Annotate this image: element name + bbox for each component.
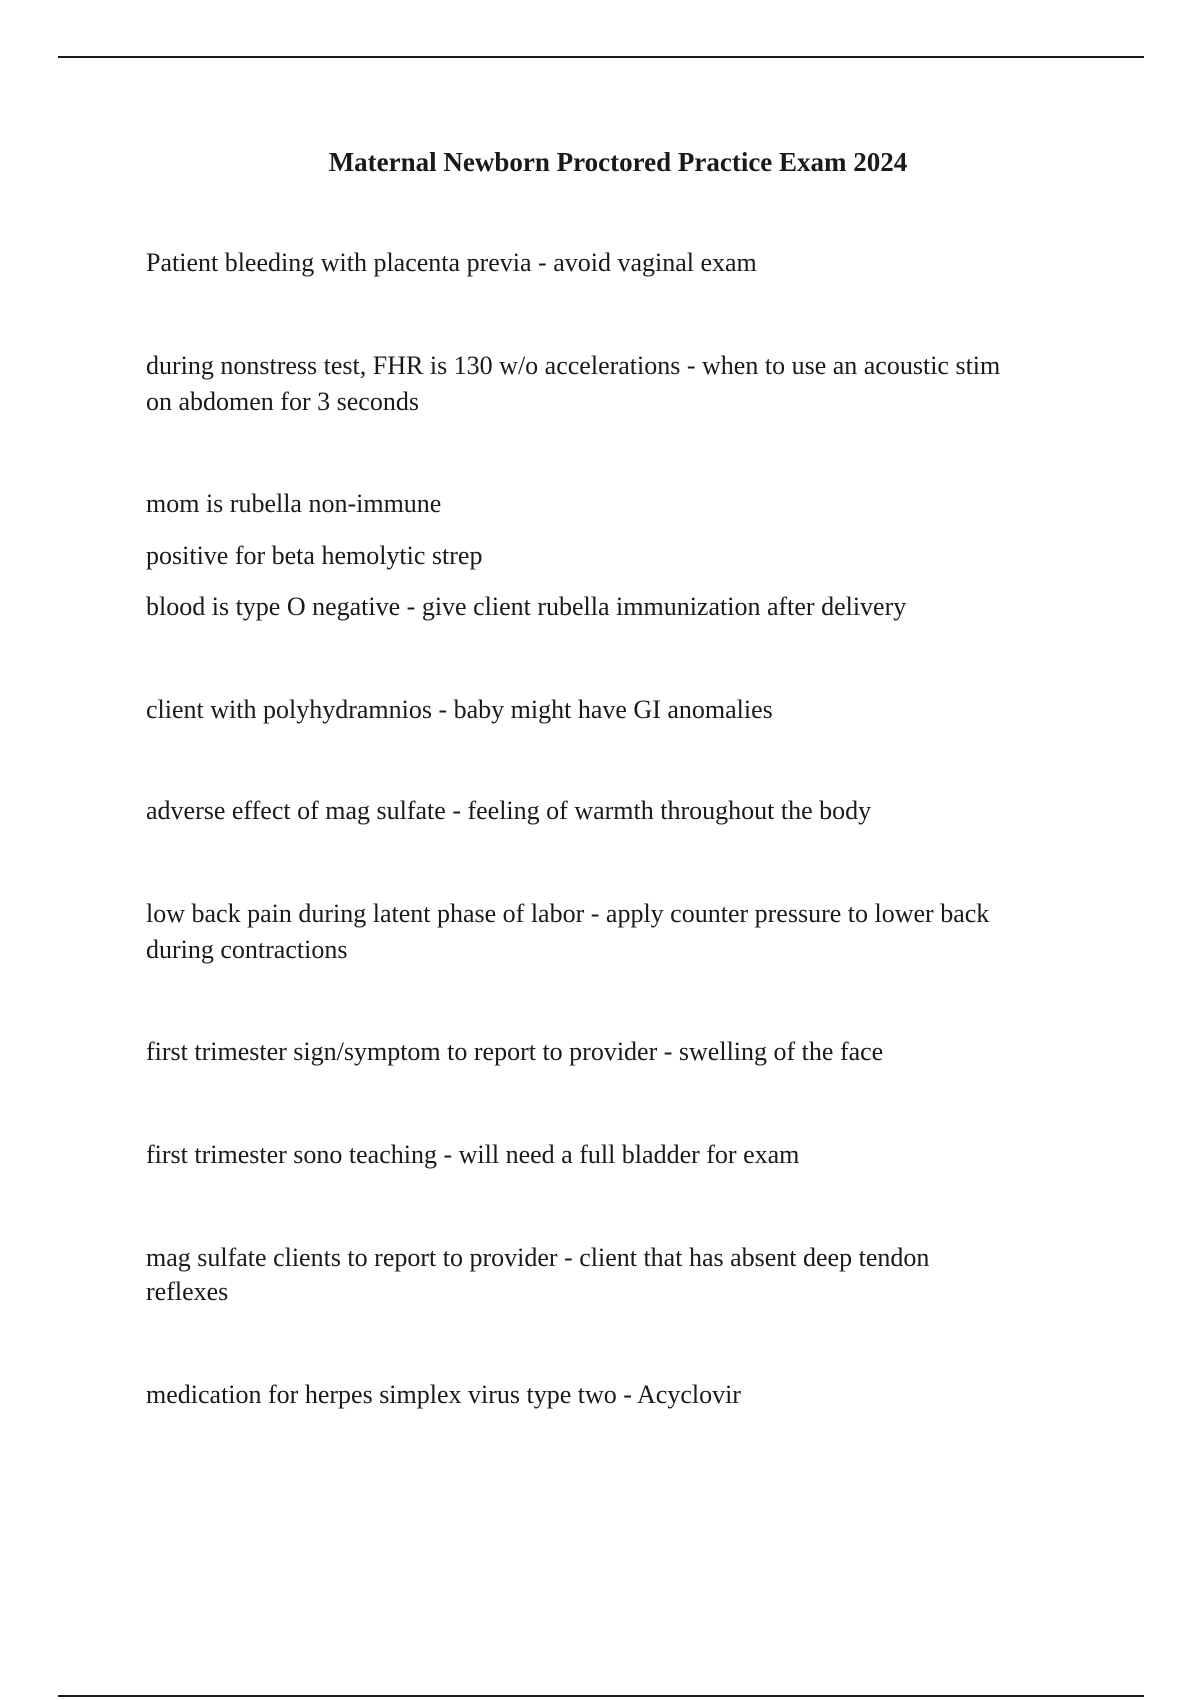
item-type-o-negative: blood is type O negative - give client rubella immunization after delivery	[146, 592, 907, 621]
item-herpes-medication: medication for herpes simplex virus type two - Acyclovir	[146, 1380, 741, 1409]
bottom-rule	[58, 1695, 1144, 1697]
top-rule	[58, 56, 1144, 58]
item-low-back-pain-line-1: low back pain during latent phase of labor - apply counter pressure to lower back	[146, 899, 990, 928]
item-low-back-pain-line-2: during contractions	[146, 935, 348, 964]
item-mag-sulfate-report-line-2: reflexes	[146, 1277, 229, 1306]
item-mag-sulfate-report-line-1: mag sulfate clients to report to provider - client that has absent deep tendon	[146, 1243, 930, 1272]
document-title: Maternal Newborn Proctored Practice Exam 2024	[328, 147, 908, 177]
item-first-trimester-sono: first trimester sono teaching - will need a full bladder for exam	[146, 1140, 800, 1169]
item-first-trimester-symptom: first trimester sign/symptom to report to provider - swelling of the face	[146, 1037, 884, 1066]
item-nonstress-test-line-2: on abdomen for 3 seconds	[146, 387, 419, 416]
item-placenta-previa: Patient bleeding with placenta previa - avoid vaginal exam	[146, 248, 757, 277]
item-rubella-non-immune: mom is rubella non-immune	[146, 489, 442, 518]
item-nonstress-test-line-1: during nonstress test, FHR is 130 w/o accelerations - when to use an acoustic stim	[146, 351, 1001, 380]
item-beta-hemolytic-strep: positive for beta hemolytic strep	[146, 541, 483, 570]
item-mag-sulfate-adverse-effect: adverse effect of mag sulfate - feeling of warmth throughout the body	[146, 796, 872, 825]
item-polyhydramnios: client with polyhydramnios - baby might have GI anomalies	[146, 695, 773, 724]
